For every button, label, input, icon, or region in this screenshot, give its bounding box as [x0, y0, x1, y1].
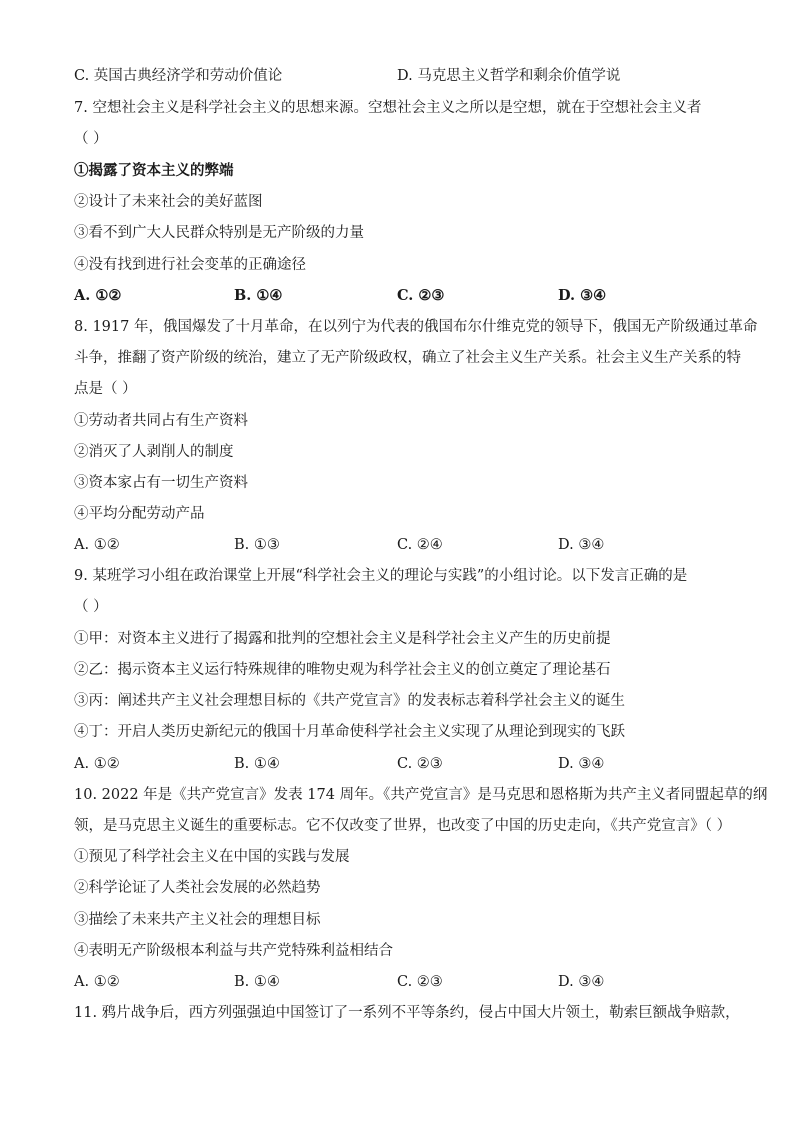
q7-item-1: ①揭露了资本主义的弊端 — [74, 162, 234, 179]
q8-item-3: ③资本家占有一切生产资料 — [74, 475, 248, 491]
q7-option-a: A. ①② — [74, 287, 122, 304]
q10-item-1: ①预见了科学社会主义在中国的实践与发展 — [74, 849, 350, 865]
q9-option-c: C. ②③ — [397, 756, 443, 772]
q7-item-2: ②设计了未来社会的美好蓝图 — [74, 194, 263, 210]
q9-item-3: ③丙：阐述共产主义社会理想目标的《共产党宣言》的发表标志着科学社会主义的诞生 — [74, 693, 625, 709]
q7-stem-line-2: （ ） — [74, 131, 108, 147]
q6-option-d: D. 马克思主义哲学和剩余价值学说 — [397, 68, 621, 84]
q10-option-a: A. ①② — [74, 974, 120, 990]
q7-option-b: B. ①④ — [234, 287, 283, 304]
q8-stem-line-3: 点是（ ） — [74, 381, 137, 397]
q8-option-b: B. ①③ — [234, 537, 280, 553]
q8-option-a: A. ①② — [74, 537, 120, 553]
q7-item-4: ④没有找到进行社会变革的正确途径 — [74, 257, 306, 273]
q8-option-d: D. ③④ — [558, 537, 605, 553]
q10-option-c: C. ②③ — [397, 974, 443, 990]
q11-stem-line-1: 11. 鸦片战争后，西方列强强迫中国签订了一系列不平等条约，侵占中国大片领土，勒索巨额战争赔款， — [74, 1005, 740, 1021]
q10-item-2: ②科学论证了人类社会发展的必然趋势 — [74, 880, 321, 896]
q8-stem-line-2: 斗争，推翻了资产阶级的统治，建立了无产阶级政权，确立了社会主义生产关系。社会主义生产关系的特 — [74, 350, 741, 366]
q9-stem-line-2: （ ） — [74, 599, 108, 615]
q7-item-3: ③看不到广大人民群众特别是无产阶级的力量 — [74, 225, 364, 241]
q9-item-1: ①甲：对资本主义进行了揭露和批判的空想社会主义是科学社会主义产生的历史前提 — [74, 631, 611, 647]
q9-item-2: ②乙：揭示资本主义运行特殊规律的唯物史观为科学社会主义的创立奠定了理论基石 — [74, 662, 611, 678]
q8-item-2: ②消灭了人剥削人的制度 — [74, 444, 234, 460]
q10-option-b: B. ①④ — [234, 974, 280, 990]
q10-item-3: ③描绘了未来共产主义社会的理想目标 — [74, 912, 321, 928]
q8-item-4: ④平均分配劳动产品 — [74, 506, 205, 522]
q10-stem-line-1: 10. 2022 年是《共产党宣言》发表 174 周年。《共产党宣言》是马克思和恩格斯为共产主义者同盟起草的纲 — [74, 787, 768, 803]
q9-option-a: A. ①② — [74, 756, 120, 772]
q8-item-1: ①劳动者共同占有生产资料 — [74, 413, 248, 429]
q9-item-4: ④丁：开启人类历史新纪元的俄国十月革命使科学社会主义实现了从理论到现实的飞跃 — [74, 724, 625, 740]
q7-stem-line-1: 7. 空想社会主义是科学社会主义的思想来源。空想社会主义之所以是空想，就在于空想社会主义者 — [74, 100, 702, 116]
q10-stem-line-2: 领，是马克思主义诞生的重要标志。它不仅改变了世界，也改变了中国的历史走向，《共产党宣言》（ ） — [74, 818, 732, 834]
q9-stem-line-1: 9. 某班学习小组在政治课堂上开展“科学社会主义的理论与实践”的小组讨论。以下发言正确的是 — [74, 568, 688, 584]
q10-option-d: D. ③④ — [558, 974, 605, 990]
q9-option-d: D. ③④ — [558, 756, 605, 772]
q7-option-d: D. ③④ — [558, 287, 607, 304]
q9-option-b: B. ①④ — [234, 756, 280, 772]
q7-option-c: C. ②③ — [397, 287, 445, 304]
q6-option-c: C. 英国古典经济学和劳动价值论 — [74, 68, 283, 84]
q8-stem-line-1: 8. 1917 年，俄国爆发了十月革命，在以列宁为代表的俄国布尔什维克党的领导下，俄国无产阶级通过革命 — [74, 319, 758, 335]
q8-option-c: C. ②④ — [397, 537, 443, 553]
q10-item-4: ④表明无产阶级根本利益与共产党特殊利益相结合 — [74, 943, 393, 959]
